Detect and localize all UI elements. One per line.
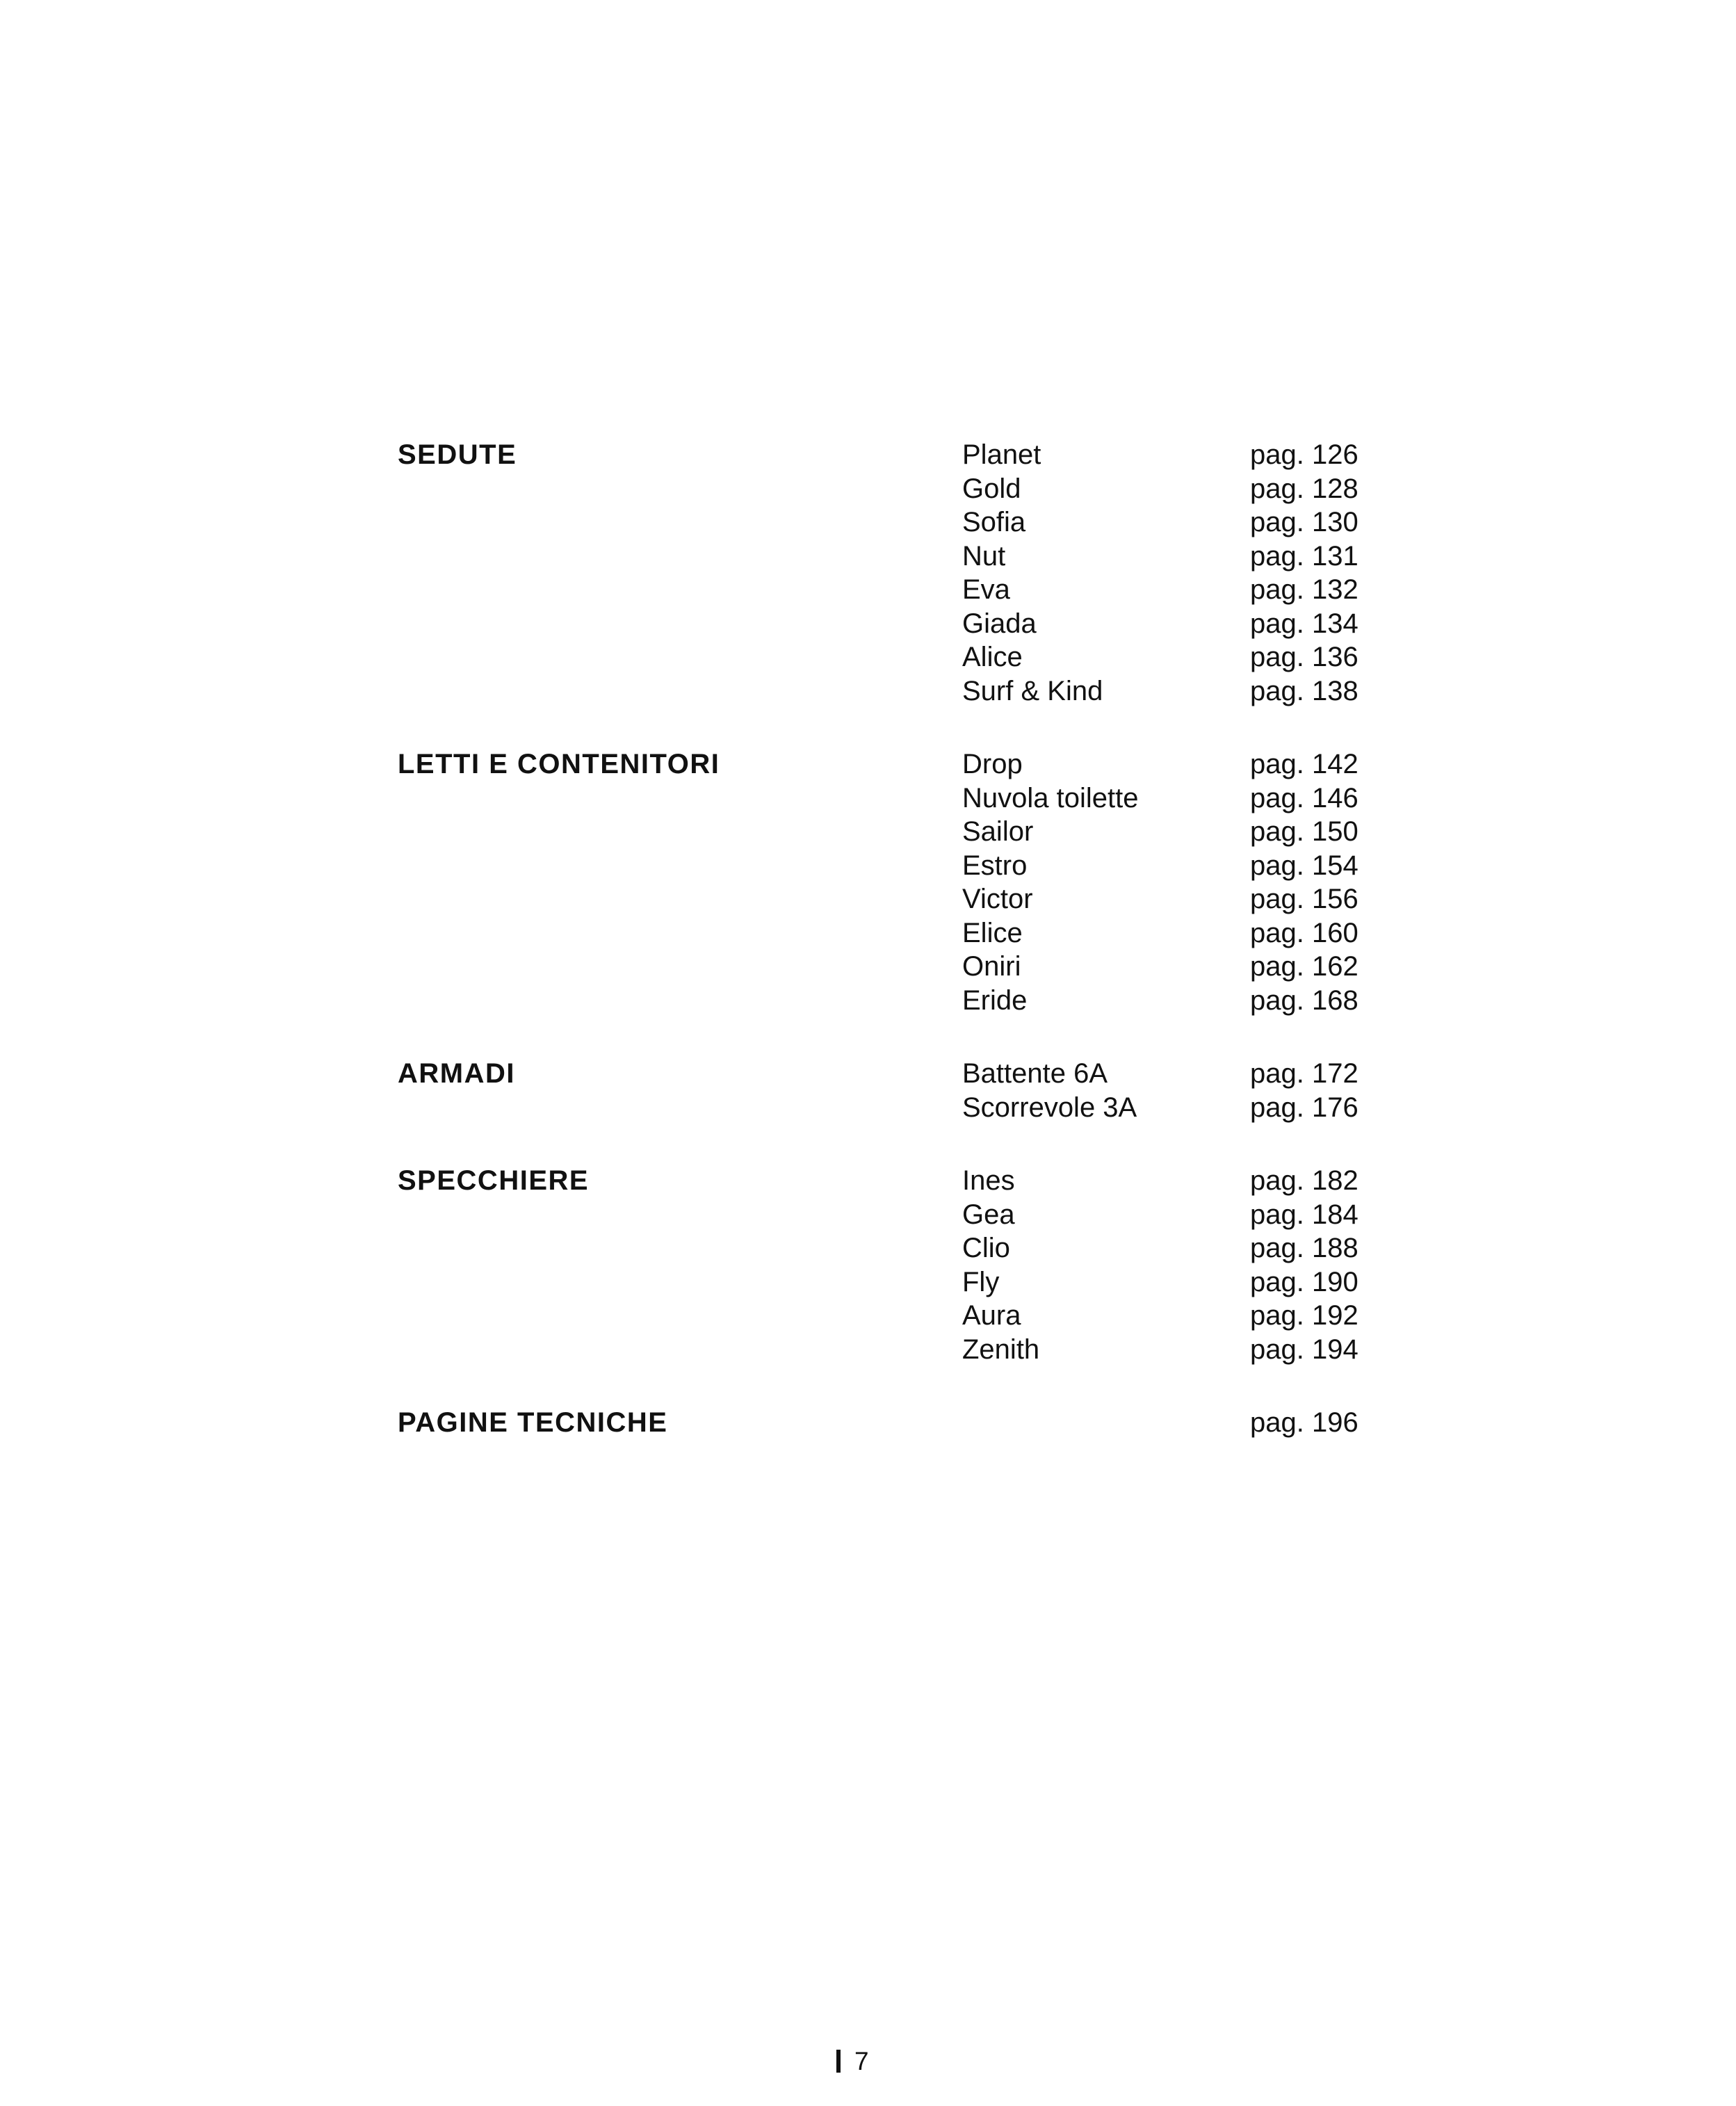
item-page: pag. 182 [1250,1165,1358,1196]
item-page: pag. 134 [1250,608,1358,639]
toc-section [398,438,1358,708]
item-name: Clio [962,1233,1010,1263]
toc-row [962,1299,1358,1333]
item-page: pag. 172 [1250,1058,1358,1089]
item-name: Elice [962,917,1023,948]
page-footer [836,2048,869,2074]
toc-row [962,849,1358,883]
item-name: Gold [962,473,1021,504]
toc-row [962,1265,1358,1299]
section-rows [962,1406,1358,1440]
toc-row [962,1406,1358,1440]
item-page: pag. 138 [1250,675,1358,706]
item-page: pag. 176 [1250,1092,1358,1123]
item-name: Nut [962,540,1006,572]
toc-row [962,607,1358,641]
item-page: pag. 132 [1250,574,1358,605]
item-page: pag. 150 [1250,816,1358,847]
item-page: pag. 128 [1250,473,1358,504]
item-page: pag. 160 [1250,917,1358,948]
toc-row [962,640,1358,674]
item-page: pag. 184 [1250,1199,1358,1230]
toc-row [962,438,1358,472]
toc-row [962,472,1358,506]
toc-row [962,505,1358,540]
item-name: Eride [962,985,1028,1016]
section-rows [962,438,1358,708]
item-page: pag. 156 [1250,884,1358,914]
toc-section [398,1164,1358,1366]
toc-row [962,1164,1358,1198]
item-page: pag. 136 [1250,642,1358,672]
section-title: LETTI E CONTENITORI [398,749,720,779]
toc-row [962,950,1358,984]
item-name: Planet [962,439,1041,470]
item-name: Fly [962,1266,1000,1297]
footer-separator-bar [836,2050,841,2073]
item-name [962,1406,1250,1440]
item-page: pag. 154 [1250,850,1358,881]
item-name: Nuvola toilette [962,782,1139,813]
toc-row [962,674,1358,708]
item-name: Battente 6A [962,1058,1108,1089]
item-page: pag. 130 [1250,507,1358,537]
item-page: pag. 188 [1250,1233,1358,1263]
item-page: pag. 142 [1250,749,1358,779]
item-name: Drop [962,749,1023,779]
toc-row [962,916,1358,950]
toc-row [962,1091,1358,1125]
toc-row [962,1198,1358,1232]
section-rows [962,747,1358,1017]
item-page: pag. 162 [1250,951,1358,982]
item-page: pag. 126 [1250,439,1358,470]
item-name: Alice [962,642,1023,672]
toc-section [398,1406,1358,1440]
table-of-contents [398,438,1358,1480]
item-name: Aura [962,1300,1021,1331]
item-name: Victor [962,884,1033,914]
toc-row [962,1333,1358,1367]
item-page: pag. 168 [1250,985,1358,1016]
item-page: pag. 146 [1250,782,1358,813]
toc-row [962,1231,1358,1265]
item-name: Surf & Kind [962,675,1103,706]
page-number: 7 [854,2047,869,2075]
toc-row [962,984,1358,1018]
item-name: Giada [962,608,1037,639]
toc-section [398,1057,1358,1124]
toc-row [962,882,1358,916]
toc-section [398,747,1358,1017]
item-name: Estro [962,850,1028,881]
item-name: Sailor [962,816,1034,847]
item-name: Ines [962,1165,1015,1196]
item-name: Zenith [962,1334,1040,1365]
item-page: pag. 192 [1250,1300,1358,1331]
item-name: Gea [962,1199,1015,1230]
toc-row [962,747,1358,781]
item-page: pag. 131 [1250,540,1358,572]
item-name: Oniri [962,951,1021,982]
toc-row [962,1057,1358,1091]
item-name: Sofia [962,507,1026,537]
item-page: pag. 196 [1250,1407,1358,1438]
section-rows [962,1057,1358,1124]
item-page: pag. 194 [1250,1334,1358,1365]
item-page: pag. 190 [1250,1266,1358,1297]
section-title: SEDUTE [398,439,517,470]
item-name: Scorrevole 3A [962,1092,1137,1123]
section-title: PAGINE TECNICHE [398,1407,668,1438]
toc-row [962,781,1358,816]
section-title: ARMADI [398,1058,515,1089]
section-title: SPECCHIERE [398,1165,590,1196]
toc-row [962,540,1358,574]
item-name: Eva [962,574,1010,605]
section-rows [962,1164,1358,1366]
toc-row [962,573,1358,607]
toc-row [962,815,1358,849]
